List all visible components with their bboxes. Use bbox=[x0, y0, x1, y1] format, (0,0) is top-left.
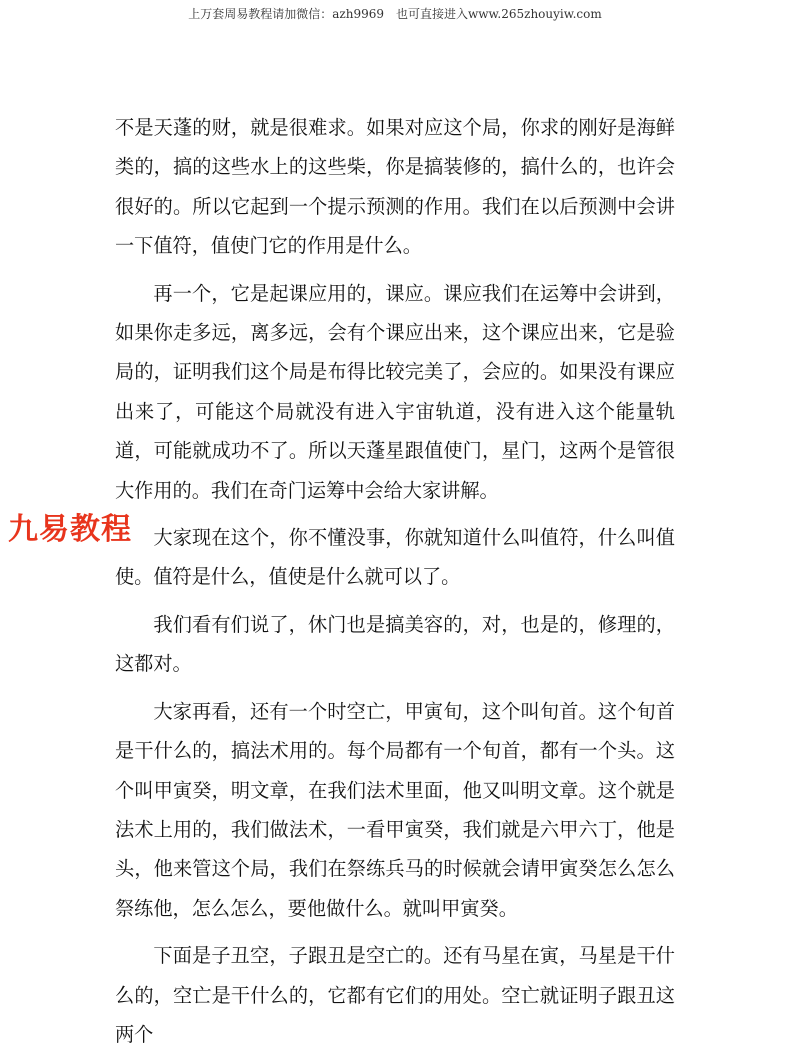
paragraph-4: 我们看有们说了，休门也是搞美容的，对，也是的，修理的，这都对。 bbox=[115, 612, 675, 676]
page-header-notice: 上万套周易教程请加微信：azh9969 也可直接进入www.265zhouyiw.com bbox=[188, 7, 602, 21]
watermark-logo: 九易教程 bbox=[8, 512, 132, 547]
document-body bbox=[115, 108, 675, 1062]
paragraph-3: 大家现在这个，你不懂没事，你就知道什么叫值符，什么叫值使。值符是什么，值使是什么就可以了。 bbox=[115, 526, 675, 589]
paragraph-1: 不是天蓬的财，就是很难求。如果对应这个局，你求的刚好是海鲜类的，搞的这些水上的这些柴，你是搞装修的，搞什么的，也许会很好的。所以它起到一个提示预测的作用。我们在以后预测中会讲一下值符，值使门它的作用是什么。 bbox=[115, 116, 675, 258]
paragraph-2: 再一个，它是起课应用的，课应。课应我们在运筹中会讲到，如果你走多远，离多远，会有个课应出来，这个课应出来，它是验局的，证明我们这个局是布得比较完美了，会应的。如果没有课应出来了，可能这个局就没有进入宇宙轨道，没有进入这个能量轨道，可能就成功不了。所以天蓬星跟值使门，星门，这两个是管很大作用的。我们在奇门运筹中会给大家讲解。 bbox=[115, 281, 675, 502]
paragraph-5: 大家再看，还有一个时空亡，甲寅旬，这个叫旬首。这个旬首是干什么的，搞法术用的。每个局都有一个旬首，都有一个头。这个叫甲寅癸，明文章，在我们法术里面，他又叫明文章。这个就是法术上用的，我们做法术，一看甲寅癸，我们就是六甲六丁，他是头，他来管这个局，我们在祭练兵马的时候就会请甲寅癸怎么怎么祭练他，怎么怎么，要他做什么。就叫甲寅癸。 bbox=[115, 699, 675, 920]
paragraph-6: 下面是子丑空，子跟丑是空亡的。还有马星在寅，马星是干什么的，空亡是干什么的，它都有它们的用处。空亡就证明子跟丑这两个 bbox=[115, 944, 675, 1046]
